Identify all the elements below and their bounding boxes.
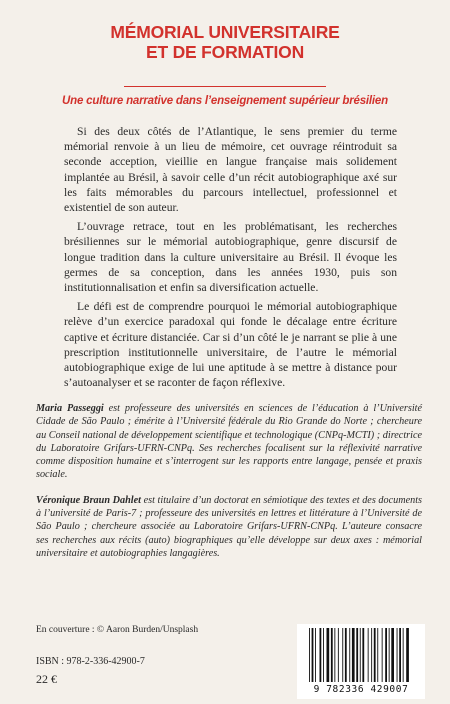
barcode [297,624,425,699]
barcode-bars [307,628,415,684]
title-line-2: ET DE FORMATION [145,42,305,62]
blurb [64,124,397,394]
barcode-number: 9 782336 429007 [313,684,409,695]
title-divider [124,86,326,87]
blurb-paragraph-2: L’ouvrage retrace, tout en les problématisant, les recherches brésiliennes sur le mémorial autobiographique, genre discursif de longue tradition dans la culture universitaire au Brésil. Il évoque les germes de sa conception, dans les années 1930, puis son institutionnalisation et enfin sa diversification actuelle. [64,220,397,295]
author-bios [36,402,422,572]
book-title [0,22,450,62]
author-bio-text-2: est titulaire d’un doctorat en sémiotique des textes et des documents à l’université de Paris-7 ; professeure des universités en lettres et littérature à l’Université de São Paulo ; chercheure associée au Laboratoire Grifars-UFRN-CNPq. L’auteure consacre ses recherches aux récits (auto) biographiques qu’elle développe sur deux axes : mémorial universitaire et autobiographies langagières. [36,494,422,559]
blurb-paragraph-1: Si des deux côtés de l’Atlantique, le sens premier du terme mémorial renvoie à un lieu de mémoire, cet ouvrage réintroduit sa seconde acception, vieillie en langue française mais solidement implantée au Brésil, à savoir celle d’un récit autobiographique axé sur les faits mémorables du parcours intellectuel, professionnel et existentiel de son auteur. [64,125,397,215]
author-name-1: Maria Passeggi [36,403,104,414]
cover-credit: En couverture : © Aaron Burden/Unsplash [36,625,199,635]
author-name-2: Véronique Braun Dahlet [36,494,141,506]
blurb-paragraph-3: Le défi est de comprendre pourquoi le mémorial autobiographique relève d’un exercice paradoxal qui fonde le décalage entre écriture captive et écriture distanciée. Car si d’un côté le je narrant se plie à une prescription institutionnelle universitaire, de l’autre le mémorial autobiographique exige de lui une aptitude à se mettre à distance pour s’autoanalyser et se raconter de façon réflexive. [64,300,397,390]
author-bio-2 [36,494,422,560]
isbn: ISBN : 978-2-336-42900-7 [36,656,145,667]
author-bio-1 [36,402,422,482]
book-subtitle: Une culture narrative dans l’enseignement supérieur brésilien [62,95,388,107]
title-line-1: MÉMORIAL UNIVERSITAIRE [110,22,340,42]
price: 22 € [36,672,57,686]
author-bio-text-1: est professeure des universités en sciences de l’éducation à l’Université Cidade de São Paulo ; émérite à l’Université fédérale du Rio Grande do Norte ; chercheure au Conseil national de développement scientifique et technologique (CNPq-MCTI) ; directrice du Laboratoire Grifars-UFRN-CNPq. Ses recherches focalisent sur la réflexivité narrative comme disposition humaine et s’interrogent sur les rapports entre langage, pensée et praxis sociale. [36,403,423,481]
